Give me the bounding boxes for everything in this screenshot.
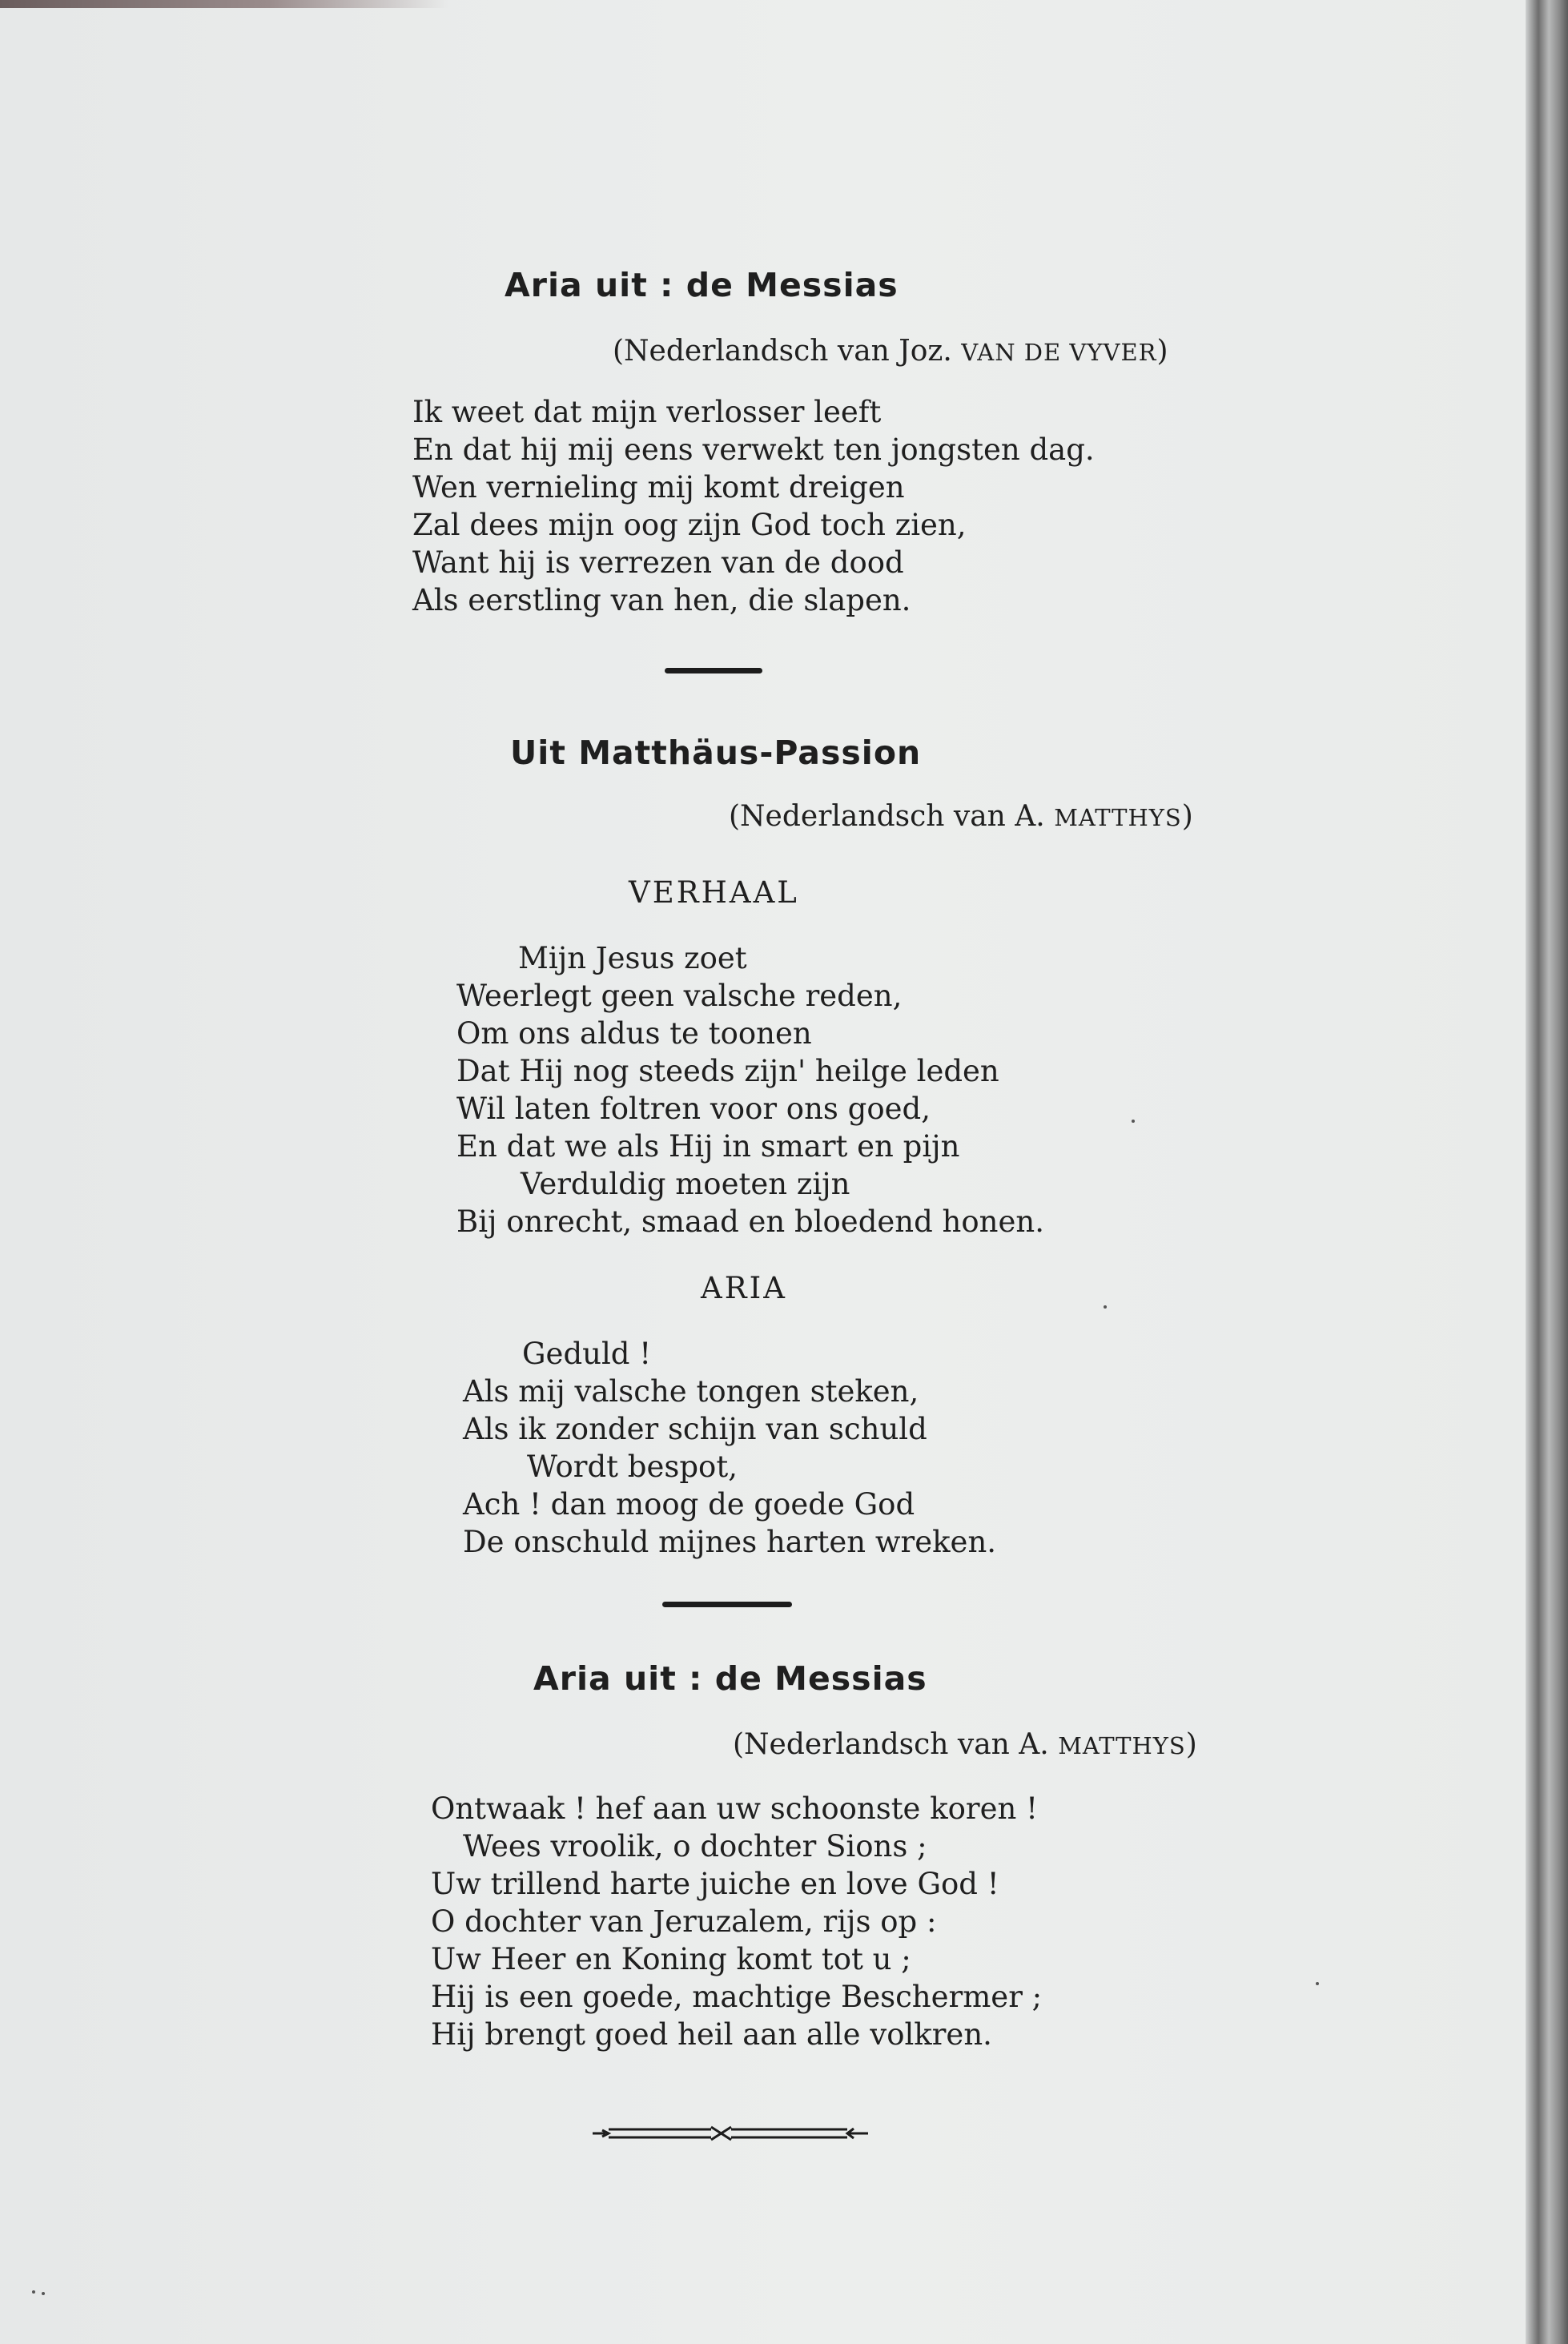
part-heading-aria: ARIA (701, 1271, 787, 1305)
verse-line: O dochter van Jeruzalem, rijs op : (431, 1904, 937, 1939)
paper-speck (42, 2292, 45, 2295)
section-divider (662, 1602, 792, 1607)
verse-line: En dat we als Hij in smart en pijn (456, 1129, 960, 1164)
verse-line: Om ons aldus te toonen (456, 1016, 812, 1051)
section-3-stanza (431, 1790, 1042, 2053)
verse-line: Zal dees mijn oog zijn God toch zien, (412, 508, 967, 542)
book-binding-edge (1526, 0, 1568, 2344)
section-divider (665, 668, 762, 673)
part-heading-verhaal: VERHAAL (629, 875, 799, 910)
aria-stanza (463, 1335, 996, 1561)
verse-line: Weerlegt geen valsche reden, (456, 979, 903, 1013)
verse-line: De onschuld mijnes harten wreken. (463, 1525, 997, 1559)
verse-line: Uw Heer en Koning komt tot u ; (431, 1942, 911, 1976)
verse-line: Wees vroolik, o dochter Sions ; (463, 1829, 927, 1864)
paper-speck (1316, 1982, 1319, 1985)
attribution-suffix: ) (1181, 800, 1193, 833)
end-ornament-icon (591, 2122, 871, 2146)
verse-line: Dat Hij nog steeds zijn' heilge leden (456, 1054, 999, 1088)
attribution-prefix: (Nederlandsch van A. (733, 1728, 1059, 1761)
verse-line: Verduldig moeten zijn (521, 1167, 850, 1201)
verse-line: Wen vernieling mij komt dreigen (412, 470, 905, 505)
attribution-suffix: ) (1156, 335, 1168, 368)
verse-line: Uw trillend harte juiche en love God ! (431, 1867, 999, 1901)
attribution-prefix: (Nederlandsch van A. (729, 800, 1055, 833)
paper-speck (1132, 1120, 1135, 1123)
verse-line: Bij onrecht, smaad en bloedend honen. (456, 1204, 1044, 1239)
verse-line: Wil laten foltren voor ons goed, (456, 1092, 931, 1126)
page-top-shadow (0, 0, 448, 8)
verse-line: Als eerstling van hen, die slapen. (412, 583, 911, 617)
verse-line: Hij brengt goed heil aan alle volkren. (431, 2017, 992, 2052)
paper-speck (1104, 1305, 1107, 1309)
verse-line: Hij is een goede, machtige Beschermer ; (431, 1980, 1043, 2014)
translator-name: MATTHYS (1054, 804, 1182, 831)
verse-line: Wordt bespot, (527, 1449, 738, 1484)
verse-line: Geduld ! (522, 1337, 652, 1371)
section-1-title: Aria uit : de Messias (505, 266, 899, 304)
attribution-prefix: (Nederlandsch van Joz. (613, 335, 962, 368)
section-3-attribution (733, 1728, 1197, 1761)
verse-line: Want hij is verrezen van de dood (412, 545, 904, 580)
verse-line: En dat hij mij eens verwekt ten jongsten dag. (412, 432, 1095, 467)
verse-line: Mijn Jesus zoet (518, 941, 747, 975)
attribution-suffix: ) (1185, 1728, 1197, 1761)
paper-speck (32, 2290, 35, 2294)
translator-name: MATTHYS (1058, 1732, 1186, 1759)
verse-line: Als mij valsche tongen steken, (463, 1374, 919, 1409)
section-1-attribution (613, 335, 1168, 368)
section-1-stanza (412, 393, 1095, 619)
section-2-attribution (729, 800, 1193, 833)
verse-line: Ach ! dan moog de goede God (463, 1487, 915, 1522)
verse-line: Ontwaak ! hef aan uw schoonste koren ! (431, 1791, 1038, 1826)
verse-line: Als ik zonder schijn van schuld (463, 1412, 927, 1446)
translator-name: VAN DE VYVER (961, 339, 1157, 366)
verse-line: Ik weet dat mijn verlosser leeft (412, 395, 882, 429)
section-2-title: Uit Matthäus-Passion (510, 734, 922, 772)
section-3-title: Aria uit : de Messias (533, 1659, 927, 1698)
verhaal-stanza (456, 939, 1044, 1240)
